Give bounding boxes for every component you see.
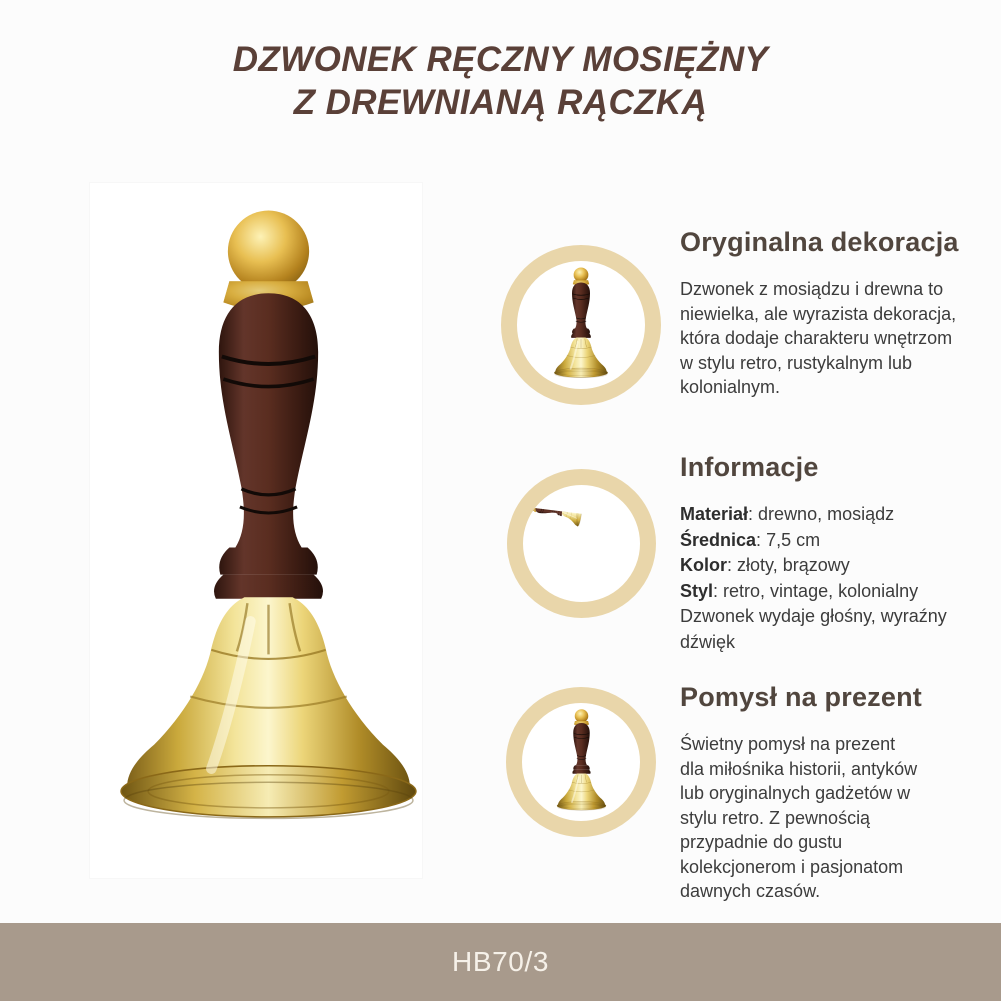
feature-section-decoration [680,226,972,400]
product-code: HB70/3 [452,946,549,977]
page-title-line2: Z DREWNIANĄ RĄCZKĄ [293,83,708,122]
spec-value: retro, vintage, kolonialny [723,580,919,601]
spec-row [680,528,972,554]
spec-label: Materiał [680,504,749,524]
feature-heading: Oryginalna dekoracja [680,227,959,257]
spec-separator: : [748,504,759,524]
spec-value: 7,5 cm [766,529,821,550]
bell-side-thumbnail [507,469,656,618]
spec-value: drewno, mosiądz [758,504,895,524]
bell-upright-thumbnail [501,245,661,405]
bell-upright-icon [554,707,609,817]
feature-body: Świetny pomysł na prezent dla miłośnika historii, antyków lub oryginalnych gadżetów w stylu retro. Z pewnością przypadnie do gustu kolekcjonerom i pasjonatom dawnych czasów. [680,734,918,901]
feature-heading: Pomysł na prezent [680,682,922,712]
spec-separator: : [713,580,724,601]
feature-heading: Informacje [680,452,819,482]
feature-section-information [680,451,972,655]
feature-body: Dzwonek z mosiądzu i drewna to niewielka, ale wyrazista dekoracja, która dodaje charakteru wnętrzom w stylu retro, rustykalnym lub kolonialnym. [680,279,957,397]
page-title-line1: DZWONEK RĘCZNY MOSIĘŻNY [232,40,769,79]
feature-section-gift-idea [680,681,972,904]
footer-bar [0,923,1001,1001]
bell-upright-thumbnail [506,687,656,837]
spec-row [680,579,972,605]
bell-photo-illustration [103,197,434,859]
spec-separator: : [727,555,738,575]
spec-label: Kolor [680,555,727,575]
bell-side-icon [520,507,643,579]
page-title [0,38,1001,124]
spec-value: złoty, brązowy [737,555,850,575]
spec-note: Dzwonek wydaje głośny, wyraźny dźwięk [680,606,947,652]
product-photo [90,183,422,878]
spec-list [680,502,972,655]
spec-label: Styl [680,580,714,601]
spec-separator: : [756,529,767,550]
spec-row [680,502,972,528]
bell-upright-icon [551,265,611,385]
spec-label: Średnica [680,529,757,550]
spec-row [680,553,972,579]
